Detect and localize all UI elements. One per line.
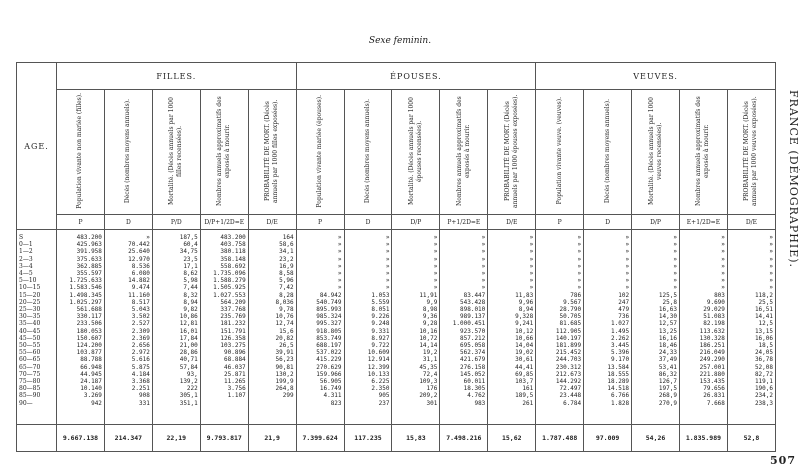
column-header-11	[584, 90, 632, 215]
column-symbol-10: P	[536, 215, 584, 230]
column-symbol-1: D	[104, 215, 152, 230]
column-symbol-11: D	[584, 215, 632, 230]
column-header-text: Mortalité. (Décès annuels par 1000 épouses recensées).	[407, 97, 423, 205]
column-header-text: Nombres annuels approximatifs des exposés à mourir.	[216, 96, 232, 206]
column-header-text: PROBABILITÉ DE MORT. (Décès annuels par 1000 épouses exposées).	[503, 94, 519, 208]
column-header-text: Nombres annuels approximatifs des exposés à mourir.	[455, 96, 471, 206]
data-column-7: » » » » » » » » 11,91 9,9 8,98 9,36 9,28 10,16 10,72 14,14 19,2 31,1 45,35 72,4 109,3 176 209,2 301	[392, 230, 440, 425]
column-header-text: Population vivante non mariée (filles).	[76, 93, 84, 209]
data-column-9: » » » » » » » » 11,83 9,96 8,94 9,328 9,241 10,12 10,66 14,04 19,02 30,61 44,41 69,85 103,7 161 189,5 261	[488, 230, 536, 425]
data-column-2: 187,5 60,4 34,75 23,5 17,1 8,62 5,98 7,44 8,32 8,94 9,82 10,86 12,81 16,01 17,84 21,00 28,86 40,71 57,84 93, 139,2 222 305,1 351,1	[152, 230, 200, 425]
page-title: Sexe feminin.	[368, 36, 432, 46]
data-column-10: » » » » » » » » 786 9.567 28.790 50.705 81.685 112.905 140.197 181.899 215.452 244.703 230.312 212.673 144.292 72.497 23.448 6.784	[536, 230, 584, 425]
data-column-14: » » » » » » » » 118,2 25,5 16,51 14,41 12,5 13,15 16,06 18,5 24,05 36,78 52,08 82,72 119,1 190,6 234,2 238,3	[727, 230, 775, 425]
column-header-text: Population vivante veuve. (veuves).	[555, 97, 563, 205]
column-header-14	[727, 90, 775, 215]
data-column-11: » » » » » » » » 102 247 479 736 1.027 1.495 2.262 3.445 5.396 9.170 13.584 18.555 18.289 14.518 6.766 1.828	[584, 230, 632, 425]
data-column-3: 483.200 403.758 380.118 358.148 558.692 1.735.096 1.588.279 1.505.925 1.027.553 564.209 337.768 235.769 181.232 151.791 126.358 103.275 90.896 68.884 46.037 25.871 11.265 3.756 1.107	[200, 230, 248, 425]
column-symbol-3: D/P+1/2D=E	[200, 215, 248, 230]
column-header-9	[488, 90, 536, 215]
column-header-3	[200, 90, 248, 215]
column-header-12	[632, 90, 680, 215]
page-number: 507	[770, 454, 796, 467]
total-1: 214.347	[104, 425, 152, 452]
column-header-7	[392, 90, 440, 215]
column-header-text: Mortalité. (Décès annuels par 1000 veuves recensées).	[647, 97, 663, 205]
data-column-6: » » » » » » » » 1.053 5.559 8.051 9.226 9.248 9.331 8.927 9.722 10.609 12.914 12.399 10.133 6.225 2.350 905 237	[344, 230, 392, 425]
total-8: 7.498.216	[440, 425, 488, 452]
total-13: 1.835.989	[679, 425, 727, 452]
column-header-text: Nombres annuels approximatifs des exposés à mourir.	[695, 96, 711, 206]
veuves-header: VEUVES.	[536, 63, 776, 90]
data-column-4: 164 58,6 34,1 23,2 16,9 8,58 5,96 7,42 8,28 8,036 9,78 10,76 12,74 15,6 20,82 26,5 39,91 56,23 90,81 130,2 199,9 264,8 299	[248, 230, 296, 425]
column-symbol-0: P	[57, 215, 105, 230]
total-6: 117.235	[344, 425, 392, 452]
column-header-text: Décès (nombres moyens annuels).	[363, 98, 371, 204]
total-9: 15,62	[488, 425, 536, 452]
column-header-text: Décès (nombres moyens annuels).	[603, 98, 611, 204]
total-0: 9.667.138	[57, 425, 105, 452]
column-header-text: PROBABILITÉ DE MORT. (Décès annuels par 1000 filles exposées).	[264, 99, 280, 203]
column-header-5	[296, 90, 344, 215]
column-symbol-14: D/E	[727, 215, 775, 230]
column-symbol-6: D	[344, 215, 392, 230]
column-header-1	[104, 90, 152, 215]
column-symbol-2: P/D	[152, 215, 200, 230]
column-header-4	[248, 90, 296, 215]
mortality-table	[16, 62, 776, 452]
column-symbol-12: D/P	[632, 215, 680, 230]
total-10: 1.787.488	[536, 425, 584, 452]
side-label: FRANCE (DÉMOGRAPHIE).	[787, 90, 800, 269]
data-column-0: 483.200 425.963 391.958 375.633 362.885 355.597 1.725.633 1.583.546 1.498.345 1.025.297 561.688 330.117 233.506 180.053 150.607 124.200 103.877 88.788 66.948 44.945 24.187 10.140 3.269 942	[57, 230, 105, 425]
total-7: 15,83	[392, 425, 440, 452]
filles-header: FILLES.	[57, 63, 297, 90]
total-2: 22,19	[152, 425, 200, 452]
column-symbol-8: P+1/2D=E	[440, 215, 488, 230]
data-column-8: » » » » » » » » 83.447 543.428 898.010 989.137 1.000.451 923.570 857.212 695.058 562.374 421.679 276.158 145.052 60.011 18.305 4.762 983	[440, 230, 488, 425]
column-header-13	[679, 90, 727, 215]
column-header-6	[344, 90, 392, 215]
total-3: 9.793.817	[200, 425, 248, 452]
total-5: 7.399.624	[296, 425, 344, 452]
data-column-12: » » » » » » » » 125,5 25,8 16,63 14,30 12,57 13,25 16,16 18,46 24,33 37,49 53,41 86,32 126,7 197,5 268,9 270,9	[632, 230, 680, 425]
column-symbol-4: D/E	[248, 215, 296, 230]
age-column: S 0—1 1—2 2—3 3—4 4—5 5—10 10—15 15—20 20—25 25—30 30—35 35—40 40—45 45—50 50—55 55—60 60—65 65—70 70—75 75—80 80—85 85—90 90—	[17, 230, 57, 425]
data-column-1: » 70.442 25.640 12.970 8.536 6.080 14.882 9.474 11.160 8.517 5.043 3.502 2.527 2.309 2.369 2.656 2.972 5.616 5.875 4.184 3.368 2.251 908 331	[104, 230, 152, 425]
data-column-5: » » » » » » » » 84.942 540.749 895.993 985.324 995.327 918.805 853.749 688.197 537.022 415.229 270.629 159.966 56.905 16.749 4.311 823	[296, 230, 344, 425]
total-4: 21,9	[248, 425, 296, 452]
column-header-8	[440, 90, 488, 215]
total-14: 52,8	[727, 425, 775, 452]
column-symbol-9: D/E	[488, 215, 536, 230]
column-header-0	[57, 90, 105, 215]
column-header-text: Mortalité. (Décès annuels par 1000 filles recensées).	[168, 97, 184, 205]
age-header: AGE.	[17, 63, 57, 230]
column-symbol-13: E+1/2D=E	[679, 215, 727, 230]
column-header-2	[152, 90, 200, 215]
data-column-13: » » » » » » » » 803 9.690 29.029 51.083 82.198 113.632 130.328 186.251 216.049 249.290 257.001 221.880 153.435 79.656 26.831 7.668	[679, 230, 727, 425]
column-header-10	[536, 90, 584, 215]
epouses-header: ÉPOUSES.	[296, 63, 536, 90]
total-12: 54,26	[632, 425, 680, 452]
column-header-text: Décès (nombres moyens annuels).	[124, 98, 132, 204]
totals-label	[17, 425, 57, 452]
column-symbol-7: D/P	[392, 215, 440, 230]
total-11: 97.009	[584, 425, 632, 452]
column-header-text: Population vivante mariée (épouses).	[316, 94, 324, 208]
column-symbol-5: P	[296, 215, 344, 230]
column-header-text: PROBABILITÉ DE MORT. (Décès annuels par 1000 veuves exposées).	[743, 96, 759, 206]
